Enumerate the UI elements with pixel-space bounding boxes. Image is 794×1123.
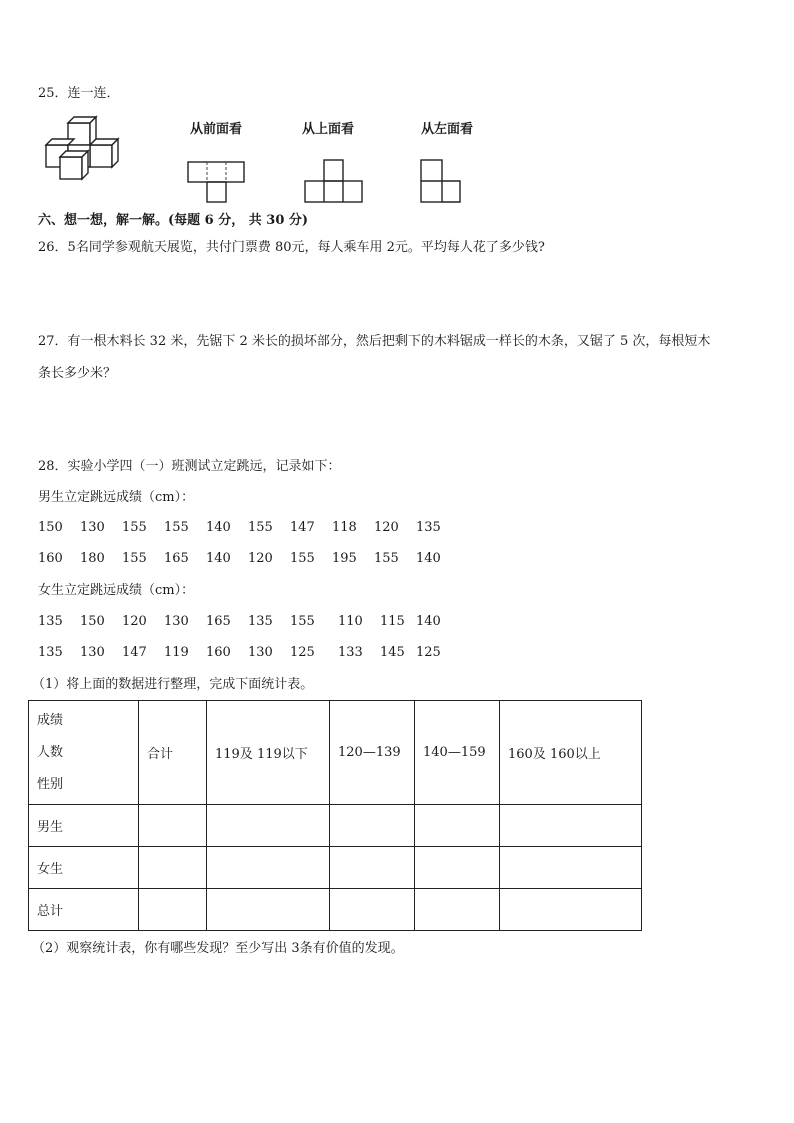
score-cell: 180 xyxy=(80,551,105,566)
score-cell: 155 xyxy=(122,520,147,535)
view-shape-2[interactable] xyxy=(302,158,366,204)
score-cell: 150 xyxy=(38,520,63,535)
table-cell[interactable] xyxy=(500,805,642,847)
score-cell: 118 xyxy=(332,520,357,535)
score-cell: 195 xyxy=(332,551,357,566)
table-cell[interactable] xyxy=(415,847,500,889)
table-row xyxy=(29,805,642,847)
score-cell: 120 xyxy=(122,614,147,629)
score-cell: 130 xyxy=(80,645,105,660)
corner-gender: 性别 xyxy=(37,776,64,792)
score-cell: 160 xyxy=(206,645,231,660)
score-cell: 140 xyxy=(416,551,441,566)
score-cell: 115 xyxy=(380,614,405,629)
row-label-girls: 女生 xyxy=(29,847,139,889)
header-total: 合计 xyxy=(139,701,207,805)
q25-title: 25．连一连． xyxy=(38,86,120,101)
stats-table xyxy=(28,700,642,931)
row-label-boys: 男生 xyxy=(29,805,139,847)
score-cell: 155 xyxy=(164,520,189,535)
table-cell[interactable] xyxy=(139,847,207,889)
corner-count: 人数 xyxy=(37,744,64,760)
score-cell: 130 xyxy=(248,645,273,660)
score-cell: 165 xyxy=(206,614,231,629)
score-cell: 110 xyxy=(338,614,363,629)
table-cell[interactable] xyxy=(207,889,330,931)
corner-score: 成绩 xyxy=(37,712,64,728)
score-cell: 135 xyxy=(416,520,441,535)
score-cell: 135 xyxy=(38,614,63,629)
score-cell: 120 xyxy=(374,520,399,535)
score-cell: 130 xyxy=(80,520,105,535)
table-cell[interactable] xyxy=(207,847,330,889)
row-label-total: 总计 xyxy=(29,889,139,931)
q28-part2: （2）观察统计表，你有哪些发现？至少写出 3条有价值的发现。 xyxy=(32,941,404,956)
q27-line2: 条长多少米？ xyxy=(38,366,117,381)
boys-row-1 xyxy=(0,520,794,536)
table-header-row xyxy=(29,701,642,805)
top-view-label: 从上面看 xyxy=(302,122,355,137)
score-cell: 155 xyxy=(290,614,315,629)
table-cell[interactable] xyxy=(415,805,500,847)
boys-row-2 xyxy=(0,551,794,567)
score-cell: 165 xyxy=(164,551,189,566)
q27-line1: 27．有一根木料长 32 米，先锯下 2 米长的损坏部分，然后把剩下的木料锯成一样长的木条，又锯了 5 次，每根短木 xyxy=(38,334,711,349)
q28-part1: （1）将上面的数据进行整理，完成下面统计表。 xyxy=(32,677,314,692)
left-view-label: 从左面看 xyxy=(421,122,474,137)
score-cell: 119 xyxy=(164,645,189,660)
score-cell: 160 xyxy=(38,551,63,566)
header-range-120-139: 120—139 xyxy=(330,701,415,805)
table-cell[interactable] xyxy=(330,889,415,931)
view-shape-3[interactable] xyxy=(418,158,466,204)
table-cell[interactable] xyxy=(500,889,642,931)
table-cell[interactable] xyxy=(500,847,642,889)
score-cell: 155 xyxy=(122,551,147,566)
score-cell: 135 xyxy=(248,614,273,629)
table-cell[interactable] xyxy=(415,889,500,931)
table-cell[interactable] xyxy=(330,805,415,847)
table-cell[interactable] xyxy=(330,847,415,889)
score-cell: 155 xyxy=(374,551,399,566)
q28-intro: 28．实验小学四（一）班测试立定跳远，记录如下： xyxy=(38,459,341,474)
score-cell: 120 xyxy=(248,551,273,566)
score-cell: 140 xyxy=(206,551,231,566)
score-cell: 125 xyxy=(416,645,441,660)
score-cell: 150 xyxy=(80,614,105,629)
header-range-119: 119及 119以下 xyxy=(207,701,330,805)
table-corner-cell xyxy=(29,701,139,805)
score-cell: 140 xyxy=(416,614,441,629)
score-cell: 140 xyxy=(206,520,231,535)
view-shape-1[interactable] xyxy=(186,158,248,204)
score-cell: 133 xyxy=(338,645,363,660)
score-cell: 130 xyxy=(164,614,189,629)
table-row xyxy=(29,889,642,931)
girls-label: 女生立定跳远成绩（cm）： xyxy=(38,583,195,598)
score-cell: 155 xyxy=(290,551,315,566)
q26-text: 26．5名同学参观航天展览，共付门票费 80元，每人乘车用 2元。平均每人花了多少钱? xyxy=(38,240,545,255)
table-cell[interactable] xyxy=(207,805,330,847)
table-cell[interactable] xyxy=(139,889,207,931)
header-range-160: 160及 160以上 xyxy=(500,701,642,805)
score-cell: 145 xyxy=(380,645,405,660)
boys-label: 男生立定跳远成绩（cm）： xyxy=(38,490,195,505)
table-cell[interactable] xyxy=(139,805,207,847)
score-cell: 125 xyxy=(290,645,315,660)
girls-row-1 xyxy=(0,614,794,630)
score-cell: 135 xyxy=(38,645,63,660)
girls-row-2 xyxy=(0,645,794,661)
front-view-label: 从前面看 xyxy=(190,122,243,137)
header-range-140-159: 140—159 xyxy=(415,701,500,805)
score-cell: 155 xyxy=(248,520,273,535)
section-6-title: 六、想一想，解一解。(每题 6 分， 共 30 分) xyxy=(38,213,309,228)
score-cell: 147 xyxy=(122,645,147,660)
score-cell: 147 xyxy=(290,520,315,535)
cube-solid-figure xyxy=(40,113,130,188)
table-row xyxy=(29,847,642,889)
